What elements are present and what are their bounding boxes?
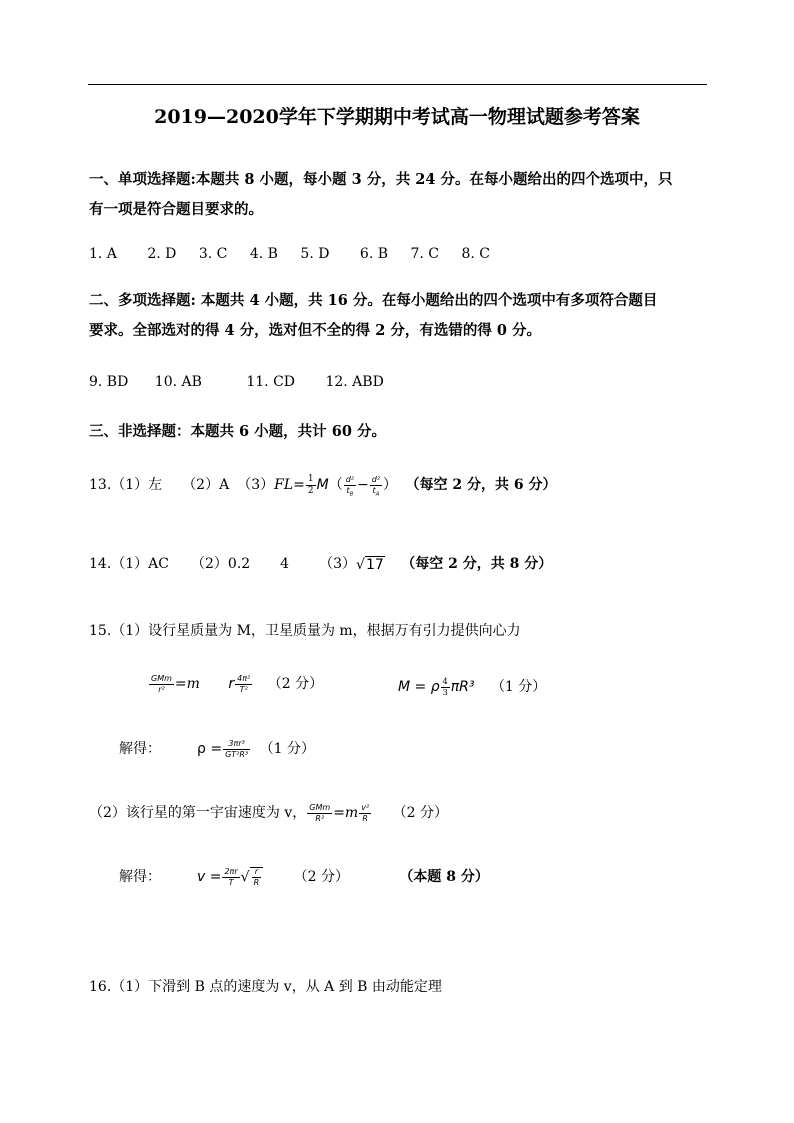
q15-score-2b: （2 分） [392,805,448,821]
q15-eq2-fraction [441,678,450,697]
q15-eq1-r: r [228,676,235,692]
q13-fraction-b [344,474,356,498]
answer-5: 5. D [300,246,330,262]
q14-part2b: 4 [280,556,290,572]
question-13 [89,474,556,496]
q15-eq2-den: 3 [442,687,448,697]
q15-eq3-frac2-den: R [362,813,368,823]
q13-part1: （1）左 [111,477,163,493]
q15-eq3-frac2-num: v² [361,802,370,812]
section2-heading-line2: 要求。全部选对的得 4 分，选对但不全的得 2 分，有选错的得 0 分。 [89,322,542,339]
q13-half-num: 1 [307,473,314,484]
q15-score-2c: （2 分） [293,869,349,885]
q13-part3: （3） [237,477,275,493]
q13-close-paren: ） [383,477,398,493]
answer-1: 1. A [89,246,117,262]
q13-ta-sub: A [375,491,380,498]
answer-7: 7. C [410,246,440,262]
q13-mass: M [316,477,329,493]
q15-score-2a: （2 分） [267,676,324,692]
q13-fraction-b-den [344,485,356,498]
q15-eq1-equals: =m [174,676,200,692]
q15-eq2-rest: πR³ [450,679,475,695]
section1-answers [89,246,490,262]
answer-8: 8. C [461,246,490,262]
q15-score-1a: （1 分） [490,679,547,695]
q15-eq1-frac2-den: T² [239,684,248,694]
section2-answers [89,374,384,390]
q13-minus: − [357,477,369,493]
question-14 [89,553,552,573]
section1-heading-line1: 一、单项选择题:本题共 8 小题，每小题 3 分，共 24 分。在每小题给出的四个选项中，只 [89,171,673,188]
q13-half-den: 2 [307,485,314,496]
q16-intro-text: （1）下滑到 B 点的速度为 v，从 A 到 B 由动能定理 [111,979,442,995]
q14-sqrt: √17 [356,556,384,573]
q15-equation-2 [398,676,546,697]
q13-formula-lhs: FL= [274,477,305,493]
q15-v-num: 2πr [224,866,238,876]
page-title: 2019—2020学年下学期期中考试高一物理试题参考答案 [154,106,640,128]
q15-v-sqrt-den: R [253,878,260,887]
q13-part2: （2）A [182,477,230,493]
answer-6: 6. B [359,246,389,262]
q15-v-den: T [228,877,234,887]
q15-eq3-equals: =m [333,805,359,821]
q15-number: 15. [89,623,112,639]
q14-part1: （1）AC [111,556,169,572]
q15-score-1b: （1 分） [259,741,315,757]
q15-v-lhs: v = [197,869,222,885]
q15-rho-den: GT²R³ [225,749,249,759]
q13-fraction-a-den [370,485,382,498]
q15-eq1-fraction [149,675,174,694]
q15-part2-text: （2）该行星的第一宇宙速度为 v， [89,805,307,821]
q13-open-paren: （ [328,477,343,493]
q15-eq2-num: 4 [442,676,448,686]
answer-9: 9. BD [89,374,129,390]
answer-11: 11. CD [246,374,296,390]
header-rule [88,84,707,85]
q15-eq1-frac2 [235,675,252,694]
q13-number: 13. [89,477,112,493]
q14-part3: （3） [319,556,357,572]
q15-solve-label-2: 解得： [119,869,161,885]
q15-v-sqrt-num: r [252,868,262,878]
q15-eq1-num: GMm [151,673,172,683]
answer-2: 2. D [147,246,177,262]
q15-v-sqrt: √ $\frac{r}{R}$ [241,867,263,887]
answer-4: 4. B [249,246,278,262]
q13-fraction-b-num: d² [345,474,355,484]
q15-intro-text: （1）设行星质量为 M，卫星质量为 m，根据万有引力提供向心力 [111,623,521,639]
question-15-intro [89,620,521,640]
q13-fraction-a-num: d² [371,474,381,484]
q15-rho: ρ = [197,741,223,757]
q13-score-note: （每空 2 分，共 6 分） [405,477,557,493]
q15-solution-2 [119,866,489,887]
answer-3: 3. C [198,246,228,262]
q15-rho-fraction [223,740,250,759]
q15-equation-1 [148,673,323,694]
q15-eq3-den: R² [315,813,325,823]
q15-part2 [89,802,448,823]
q14-sqrt-value: 17 [365,556,384,573]
q15-eq3-frac2 [359,804,371,823]
section3-heading: 三、非选择题：本题共 6 小题，共计 60 分。 [89,423,386,440]
answer-12: 12. ABD [325,374,384,390]
q14-score-note: （每空 2 分，共 8 分） [401,556,553,572]
q15-eq3-num: GMm [309,802,331,812]
q15-solution-1 [119,738,315,759]
q14-part2: （2）0.2 [191,556,251,572]
q13-tb: t [346,485,350,495]
q15-eq1-frac2-num: 4π² [237,673,251,683]
q13-ta: t [372,485,376,495]
q13-tb-sub: B [349,491,354,498]
q15-eq2-lhs: M = ρ [398,679,440,695]
q15-v-sqrt-fraction [252,868,262,887]
section1-heading-line2: 有一项是符合题目要求的。 [89,201,263,218]
question-16-intro [89,976,442,996]
q15-eq1-den: r² [158,684,165,694]
q15-solve-label: 解得： [119,741,161,757]
answer-10: 10. AB [154,374,202,390]
section2-heading-line1: 二、多项选择题: 本题共 4 小题，共 16 分。在每小题给出的四个选项中有多项符合题目 [89,292,658,309]
q16-number: 16. [89,979,112,995]
q15-eq3-fraction [307,804,332,823]
q13-fraction-a [370,474,382,498]
q15-rho-num: 3πr³ [223,740,250,750]
q13-half-fraction [306,475,316,496]
q15-v-fraction [222,868,239,887]
q15-v-sqrt-radicand [250,867,264,887]
q15-total: （本题 8 分） [399,869,489,885]
q14-number: 14. [89,556,112,572]
